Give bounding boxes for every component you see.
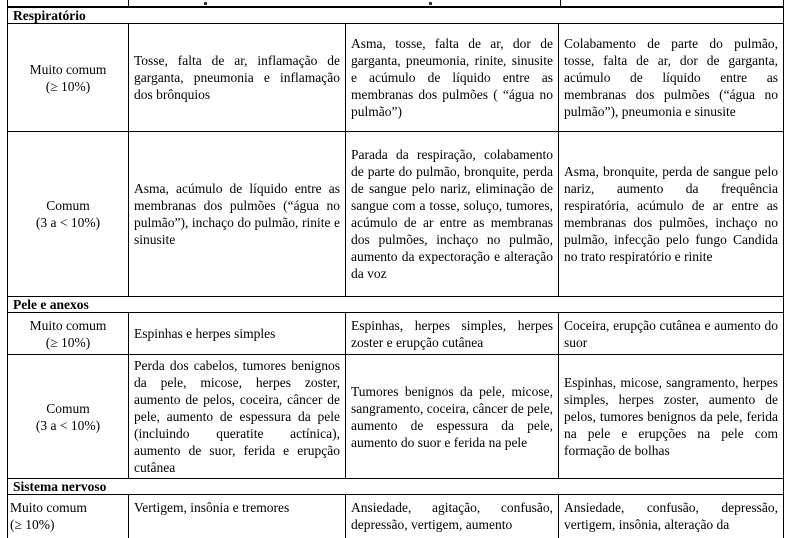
reaction-text: Asma, acúmulo de líquido entre as membranas dos pulmões (“água no pulmão”), inchaço do pulmão, rinite e sinusite <box>134 181 340 247</box>
reaction-text: Ansiedade, confusão, depressão, vertigem, insônia, alteração da <box>564 500 778 532</box>
reaction-cell <box>559 24 783 131</box>
reaction-cell <box>346 313 559 354</box>
frequency-label: Muito comum <box>10 500 87 515</box>
frequency-cell <box>8 24 129 131</box>
reaction-cell <box>129 132 346 296</box>
reaction-cell <box>346 24 559 131</box>
table-row <box>8 313 783 355</box>
frequency-cell <box>8 132 129 296</box>
reaction-text: Colabamento de parte do pulmão, tosse, falta de ar, dor de garganta, acúmulo de líquido entre as membranas dos pulmões (“água no pulmão”), pneumonia e sinusite <box>564 36 778 119</box>
frequency-label: Comum <box>46 198 90 213</box>
reaction-text: Ansiedade, agitação, confusão, depressão, vertigem, aumento <box>351 500 553 532</box>
clipped-top-row <box>8 0 783 8</box>
clipped-cell <box>8 0 129 6</box>
section-title: Sistema nervoso <box>13 479 107 494</box>
reaction-text: Espinhas, micose, sangramento, herpes simples, herpes zoster, aumento de pelos, tumores benignos da pele, ferida na pele e erupções na pele com formação de bolhas <box>564 375 778 458</box>
frequency-range: (3 a < 10%) <box>35 215 101 230</box>
clipped-cell <box>129 0 561 6</box>
reaction-text: Tosse, falta de ar, inflamação de garganta, pneumonia e inflamação dos brônquios <box>134 53 340 102</box>
clipped-text-fragment <box>204 2 207 5</box>
reaction-cell <box>129 495 346 538</box>
reaction-text: Coceira, erupção cutânea e aumento do suor <box>564 317 778 350</box>
reaction-text: Perda dos cabelos, tumores benignos da pele, micose, herpes zoster, aumento de pelos, coceira, câncer de pele, aumento de espessura da pele (incluindo queratite actínica), aumento de suor, ferida e erupção cutânea <box>134 358 340 475</box>
table-row <box>8 495 783 538</box>
table-row <box>8 132 783 297</box>
frequency-range: (≥ 10%) <box>45 78 91 94</box>
reaction-text: Asma, tosse, falta de ar, dor de garganta, pneumonia, rinite, sinusite e acúmulo de líquido entre as membranas dos pulmões ( “água no pulmão”) <box>351 36 553 119</box>
frequency-cell <box>8 495 129 538</box>
frequency-cell <box>8 313 129 354</box>
reaction-cell <box>346 495 559 538</box>
reaction-cell <box>129 313 346 354</box>
frequency-label: Muito comum <box>29 317 107 333</box>
section-row-pele <box>8 297 783 313</box>
reaction-cell <box>346 355 559 478</box>
section-title: Pele e anexos <box>13 297 89 312</box>
section-row-sistema-nervoso <box>8 479 783 495</box>
reaction-cell <box>559 355 783 478</box>
adverse-reactions-table <box>7 0 784 538</box>
frequency-range: (≥ 10%) <box>45 334 91 350</box>
clipped-cell <box>561 0 783 6</box>
reaction-cell <box>559 132 783 296</box>
clipped-text-fragment <box>429 2 432 5</box>
reaction-cell <box>346 132 559 296</box>
reaction-cell <box>129 355 346 478</box>
reaction-text: Espinhas e herpes simples <box>134 326 276 341</box>
reaction-text: Espinhas, herpes simples, herpes zoster e erupção cutânea <box>351 317 553 350</box>
reaction-cell <box>129 24 346 131</box>
frequency-range: (3 a < 10%) <box>35 417 101 433</box>
table-row <box>8 355 783 479</box>
reaction-cell <box>559 495 783 538</box>
reaction-text: Parada da respiração, colabamento de parte do pulmão, bronquite, perda de sangue pelo nariz, eliminação de sangue com a tosse, soluço, tumores, acúmulo de ar entre as membranas dos pulmões, inchaço no pulmão, aumento da expectoração e alteração da voz <box>351 147 553 281</box>
reaction-text: Tumores benignos da pele, micose, sangramento, coceira, câncer de pele, aumento de espessura da pele, aumento do suor e ferida na pele <box>351 383 554 450</box>
table-row <box>8 24 783 132</box>
frequency-label: Muito comum <box>29 61 107 77</box>
frequency-cell <box>8 355 129 478</box>
section-title: Respiratório <box>13 8 86 23</box>
reaction-cell <box>559 313 783 354</box>
section-row-respiratorio <box>8 8 783 24</box>
reaction-text: Asma, bronquite, perda de sangue pelo nariz, aumento da frequência respiratória, acúmulo de ar entre as membranas dos pulmões, inchaço no pulmão, infecção pelo fungo Candida no trato respiratório e rinite <box>564 164 778 264</box>
frequency-range: (≥ 10%) <box>10 517 55 532</box>
frequency-label: Comum <box>46 400 90 416</box>
reaction-text: Vertigem, insônia e tremores <box>134 500 290 515</box>
